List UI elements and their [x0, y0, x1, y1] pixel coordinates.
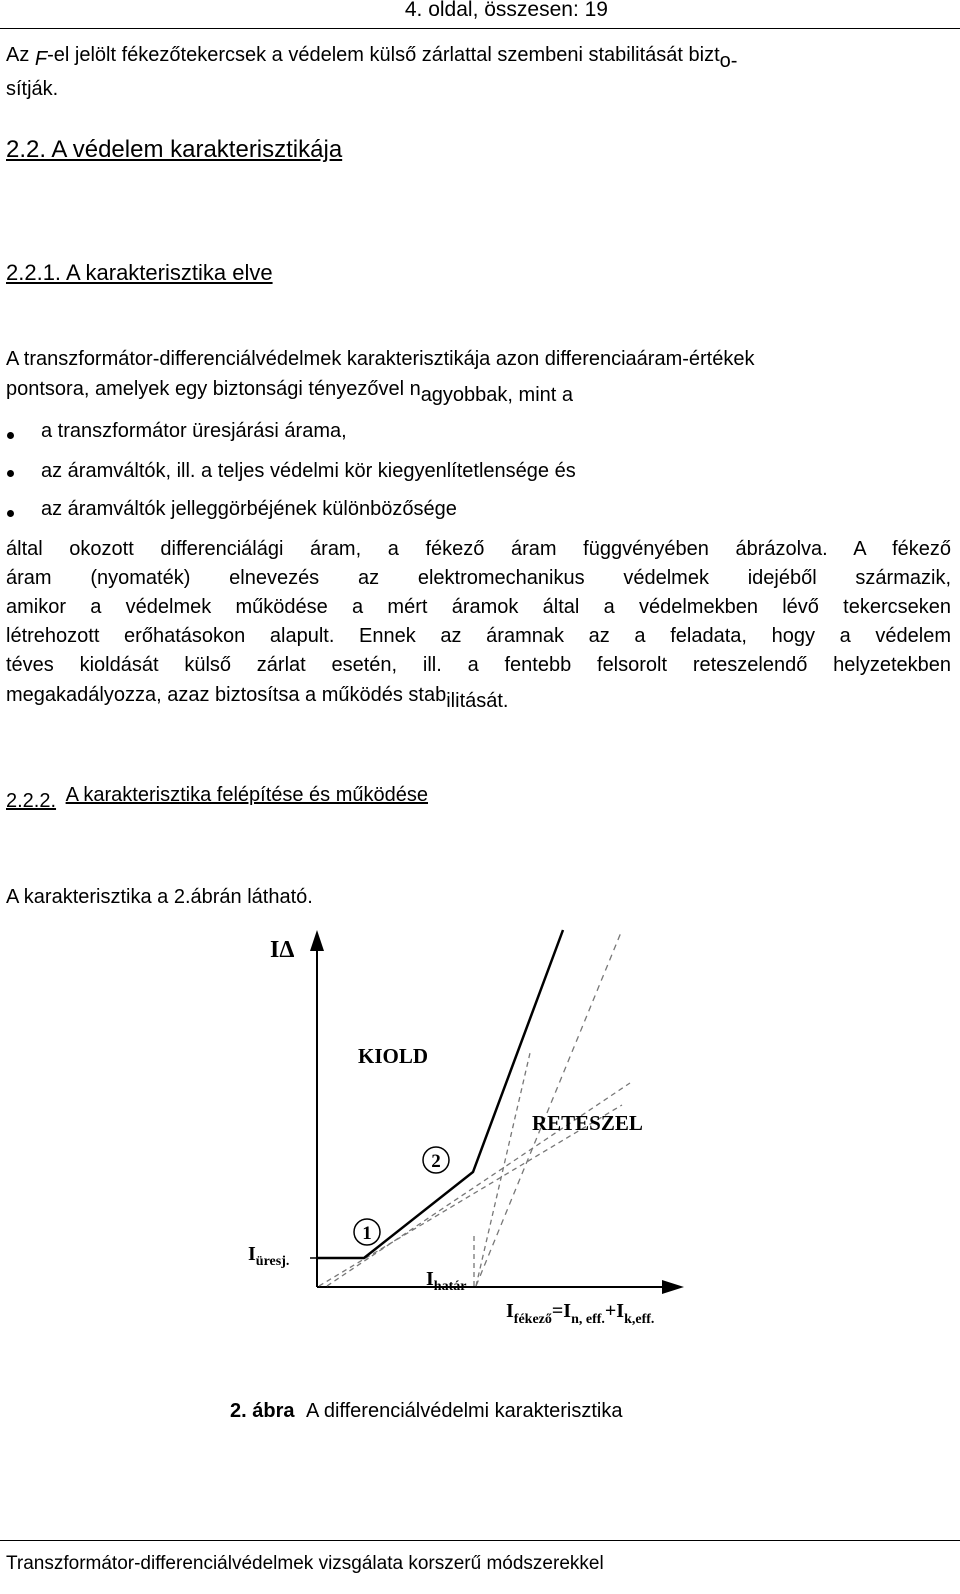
paragraph-2-line-1: által okozott differenciálági áram, a fékező áram függvényében ábrázolva. A fékező — [6, 538, 951, 560]
caption-text: A differenciálvédelmi karakterisztika — [306, 1400, 623, 1422]
intro-text-c: -el jelölt fékezőtekercsek a védelem külső zárlattal szembeni stabilitását bizt — [47, 44, 720, 66]
paragraph-2-line-3: amikor a védelmek működése a mért áramok által a védelmekben lévő tekercseken — [6, 596, 951, 618]
bullet-item-2: az áramváltók, ill. a teljes védelmi kör kiegyenlítetlensége és — [41, 460, 576, 482]
figure-reference-text: A karakterisztika a 2.ábrán látható. — [6, 886, 313, 908]
p1-text-a: pontsora, amelyek egy biztonsági tényezővel n — [6, 378, 421, 400]
bullet-dot — [7, 470, 14, 477]
section-title: 2.2. A védelem karakterisztikája — [6, 136, 343, 163]
intro-text-f: F — [34, 48, 48, 70]
subsection-title-2 — [6, 784, 429, 812]
paragraph-1-line-2 — [6, 378, 574, 406]
reteszel-region-label: RETESZEL — [532, 1111, 643, 1135]
marker-2-label: 2 — [431, 1151, 441, 1172]
subsection-title-1: 2.2.1. A karakterisztika elve — [6, 260, 273, 285]
caption-label: 2. ábra — [230, 1400, 295, 1422]
p2-text-b: ilitását. — [446, 690, 509, 712]
marker-1-label: 1 — [362, 1223, 372, 1244]
p1-text-b: agyobbak, mint a — [420, 384, 574, 406]
i-uresj-label: $I_{üresj.}$ — [248, 1243, 290, 1269]
paragraph-2-line-6 — [6, 684, 509, 712]
characteristic-curve — [317, 930, 563, 1258]
paragraph-2-line-2: áram (nyomaték) elnevezés az elektromechanikus védelmek idejéből származik, — [6, 567, 951, 589]
intro-line-2: sítják. — [6, 78, 59, 100]
page-number: 4. oldal, összesen: 19 — [404, 0, 608, 21]
footer-text: Transzformátor-differenciálvédelmek vizsgálata korszerű módszerekkel — [6, 1553, 604, 1574]
intro-line-1 — [6, 44, 738, 72]
i-hatar-label: $I_{határ}$ — [426, 1268, 467, 1294]
bullet-item-1: a transzformátor üresjárási árama, — [41, 420, 347, 442]
paragraph-1-line-1: A transzformátor-differenciálvédelmek karakterisztikája azon differenciaáram-értékek — [6, 348, 755, 370]
y-axis-label: IΔ — [270, 937, 295, 963]
subsection-2-number: 2.2.2. — [6, 790, 57, 812]
intro-text-d: o- — [719, 50, 738, 72]
bullet-dot — [7, 510, 14, 517]
x-axis-label: $I_{fékező}=I_{n, eff.}+I_{k,eff.}$ — [506, 1300, 655, 1327]
characteristic-svg — [230, 925, 730, 1345]
characteristic-diagram — [230, 925, 730, 1345]
y-axis-arrowhead — [310, 930, 324, 951]
figure-caption — [230, 1400, 622, 1423]
subsection-2-title: A karakterisztika felépítése és működése — [65, 784, 429, 806]
paragraph-2-line-4: létrehozott erőhatásokon alapult. Ennek az áramnak az a feladata, hogy a védelem — [6, 625, 951, 647]
kiold-region-label: KIOLD — [358, 1044, 429, 1068]
bullet-dot — [7, 432, 14, 439]
x-axis-arrowhead — [662, 1280, 684, 1294]
paragraph-2-line-5: téves kioldását külső zárlat esetén, ill. a fentebb felsorolt reteszelendő helyzetekben — [6, 654, 951, 676]
bullet-item-3: az áramváltók jelleggörbéjének különbözősége — [41, 498, 457, 520]
p2-text-a: megakadályozza, azaz biztosítsa a működés stab — [6, 684, 447, 706]
intro-text-a: Az — [6, 44, 35, 66]
page-footer — [0, 1540, 960, 1594]
page-header — [0, 0, 960, 29]
